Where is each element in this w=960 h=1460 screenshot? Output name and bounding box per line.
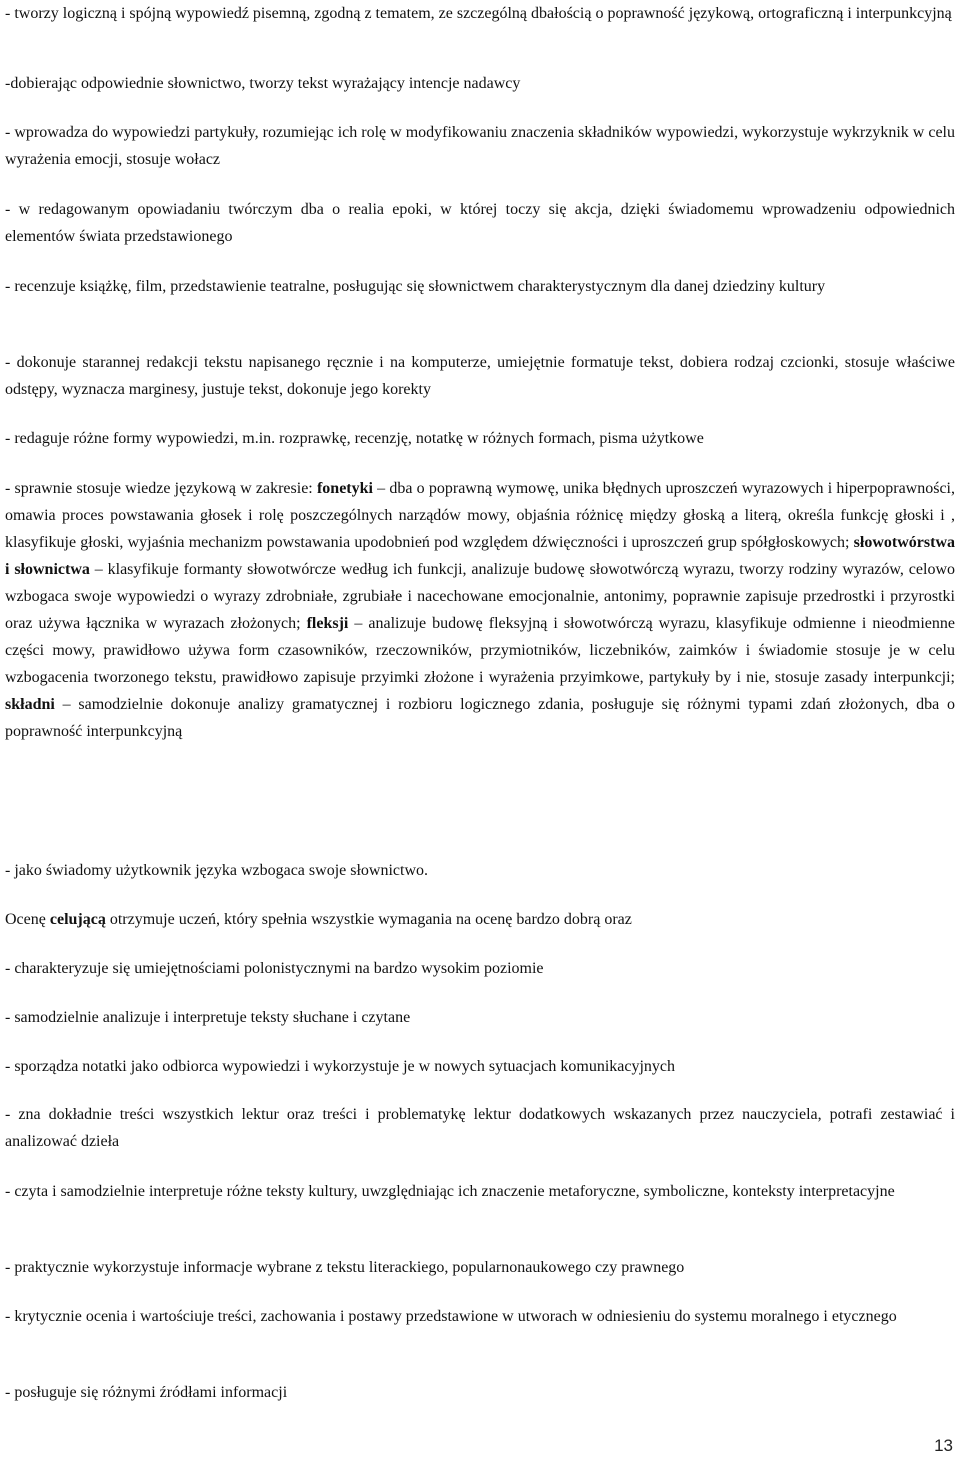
paragraph-text: otrzymuje uczeń, który spełnia wszystkie wymagania na ocenę bardzo dobrą oraz — [105, 911, 632, 928]
paragraph-text: - charakteryzuje się umiejętnościami polonistycznymi na bardzo wysokim poziomie — [5, 960, 544, 977]
term-fonetyki: fonetyki — [316, 480, 373, 497]
paragraph — [5, 0, 955, 27]
paragraph-text: - recenzuje książkę, film, przedstawienie teatralne, posługując się słownictwem charakterystycznym dla danej dziedziny kultury — [5, 278, 826, 295]
grade-celujaca: celującą — [49, 911, 106, 928]
paragraph — [5, 955, 955, 982]
paragraph — [5, 273, 955, 300]
paragraph-text: - wprowadza do wypowiedzi partykuły, rozumiejąc ich rolę w modyfikowaniu znaczenia składników wypowiedzi, wykorzystuje wykrzyknik w celu wyrażenia emocji, stosuje wołacz — [5, 124, 955, 168]
paragraph — [5, 349, 955, 403]
paragraph-text: -dobierając odpowiednie słownictwo, tworzy tekst wyrażający intencje nadawcy — [5, 75, 521, 92]
paragraph-text: - praktycznie wykorzystuje informacje wybrane z tekstu literackiego, popularnonaukowego czy prawnego — [5, 1259, 685, 1276]
paragraph-text: - posługuje się różnymi źródłami informacji — [5, 1384, 288, 1401]
paragraph — [5, 196, 955, 250]
paragraph — [5, 1004, 955, 1031]
paragraph-text: - krytycznie ocenia i wartościuje treści, zachowania i postawy przedstawione w utworach w odniesieniu do systemu moralnego i etycznego — [5, 1308, 897, 1325]
paragraph-text: – klasyfikuje formanty słowotwórcze według ich funkcji, analizuje budowę słowotwórczą wyrazu, tworzy rodziny wyrazów, celowo wzbogaca swoje wypowiedzi o wyrazy zdrobniałe, zgrubiałe i nacechowane emocjonalnie, antonimy, poprawnie zapisuje przedrostki i przyrostki oraz używa łącznika w wyrazach złożonych; — [5, 561, 955, 632]
paragraph-text: - sprawnie stosuje wiedze językową w zakresie: — [5, 480, 317, 497]
paragraph — [5, 857, 955, 884]
grade-heading — [5, 906, 955, 933]
paragraph — [5, 425, 955, 452]
term-slowotworstwa: słowotwórstwa i słownictwa — [5, 534, 955, 578]
paragraph-text: – samodzielnie dokonuje analizy gramatycznej i rozbioru logicznego zdania, posługuje się różnymi typami zdań złożonych, dba o poprawność interpunkcyjną — [5, 696, 955, 740]
paragraph — [5, 1379, 955, 1406]
paragraph — [5, 119, 955, 173]
term-fleksji: fleksji — [306, 615, 349, 632]
paragraph-text: - jako świadomy użytkownik języka wzbogaca swoje słownictwo. — [5, 862, 429, 879]
paragraph-text: - redaguje różne formy wypowiedzi, m.in. rozprawkę, recenzję, notatkę w różnych formach, pisma użytkowe — [5, 430, 704, 447]
paragraph — [5, 1053, 955, 1080]
paragraph-text: - czyta i samodzielnie interpretuje różne teksty kultury, uwzględniając ich znaczenie metaforyczne, symboliczne, konteksty interpretacyjne — [5, 1183, 895, 1200]
paragraph — [5, 70, 955, 97]
paragraph — [5, 1303, 955, 1330]
paragraph — [5, 1101, 955, 1155]
paragraph-text: - sporządza notatki jako odbiorca wypowiedzi i wykorzystuje je w nowych sytuacjach komunikacyjnych — [5, 1058, 676, 1075]
paragraph — [5, 475, 955, 745]
paragraph-text: – analizuje budowę fleksyjną i słowotwórczą wyrazu, klasyfikuje odmienne i nieodmienne części mowy, prawidłowo używa form czasowników, rzeczowników, przymiotników, liczebników, zaimków i świadomie stosuje je w celu wzbogacenia tworzonego tekstu, prawidłowo zapisuje przyimki złożone i wyrażenia przyimkowe, partykuły by i nie, stosuje zasady interpunkcji; — [5, 615, 956, 686]
paragraph — [5, 1178, 955, 1205]
paragraph-text: – dba o poprawną wymowę, unika błędnych uproszczeń wyrazowych i hiperpoprawności, omawia proces powstawania głosek i rolę poszczególnych narządów mowy, objaśnia różnicę między głoską a literą, określa funkcję głoski i , klasyfikuje głoski, wyjaśnia mechanizm powstawania upodobnień pod względem dźwięczności i uproszczeń grup spółgłoskowych; — [5, 480, 956, 551]
paragraph-text: - tworzy logiczną i spójną wypowiedź pisemną, zgodną z tematem, ze szczególną dbałością o poprawność językową, ortograficzną i interpunkcyjną — [5, 5, 952, 22]
paragraph-text: - dokonuje starannej redakcji tekstu napisanego ręcznie i na komputerze, umiejętnie formatuje tekst, dobiera rodzaj czcionki, stosuje właściwe odstępy, wyznacza marginesy, justuje tekst, dokonuje jego korekty — [5, 354, 955, 398]
paragraph — [5, 1254, 955, 1281]
paragraph-text: - zna dokładnie treści wszystkich lektur oraz treści i problematykę lektur dodatkowych wskazanych przez nauczyciela, potrafi zestawiać i analizować dzieła — [5, 1106, 955, 1150]
paragraph-text: - w redagowanym opowiadaniu twórczym dba o realia epoki, w której toczy się akcja, dzięki świadomemu wprowadzeniu odpowiednich elementów świata przedstawionego — [5, 201, 955, 245]
page-number: 13 — [934, 1436, 953, 1455]
term-skladni: składni — [5, 696, 55, 713]
paragraph-text: Ocenę — [5, 911, 50, 928]
paragraph-text: - samodzielnie analizuje i interpretuje teksty słuchane i czytane — [5, 1009, 411, 1026]
